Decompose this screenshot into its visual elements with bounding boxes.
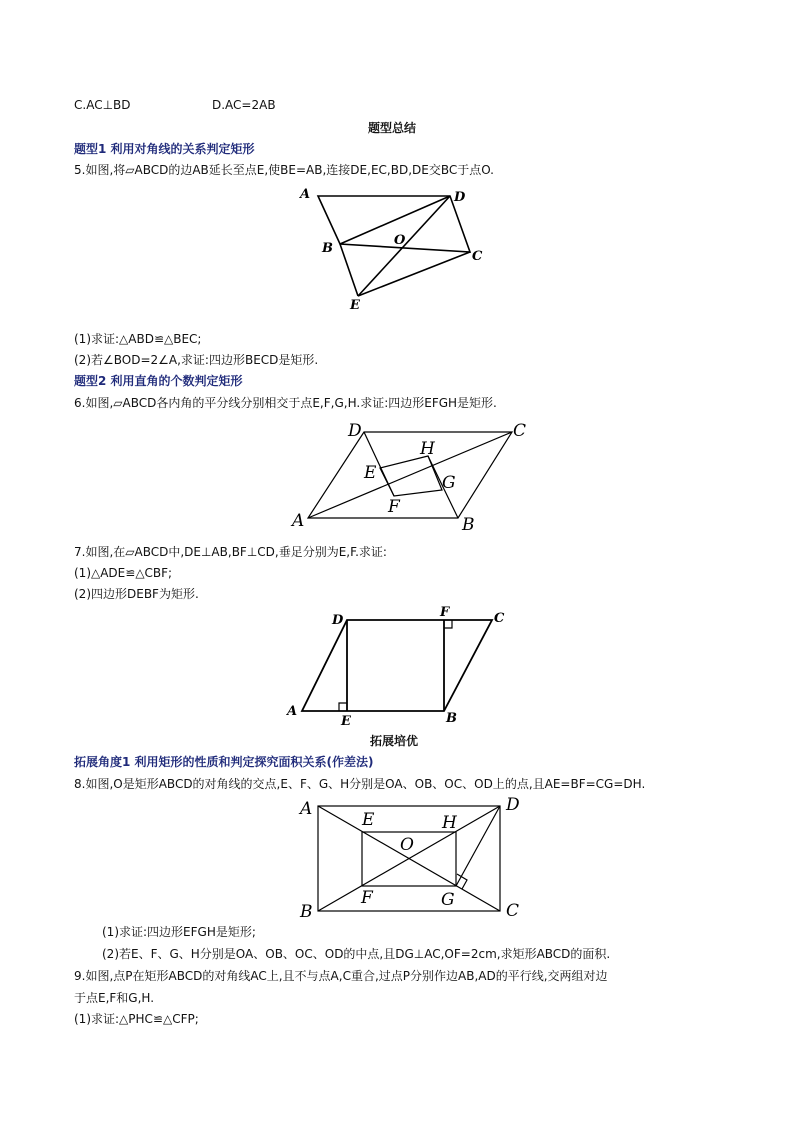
type2-heading: 题型2 利用直角的个数判定矩形 xyxy=(74,374,243,388)
question-8: 8.如图,O是矩形ABCD的对角线的交点,E、F、G、H分别是OA、OB、OC、OD上的点,且AE=BF=CG=DH. xyxy=(74,777,646,791)
fig7-label-d: D xyxy=(332,613,344,628)
figure-8-lines xyxy=(318,806,500,911)
fig7-label-f: F xyxy=(440,605,450,620)
fig8-label-h: H xyxy=(442,813,457,833)
fig6-label-f: F xyxy=(388,497,400,517)
question-9-continued: 于点E,F和G,H. xyxy=(74,991,155,1005)
figure-5 xyxy=(290,180,510,320)
fig5-label-a: A xyxy=(300,187,311,202)
figure-6-lines xyxy=(308,432,512,518)
extend-title: 拓展培优 xyxy=(370,734,419,748)
fig7-label-a: A xyxy=(287,704,298,719)
fig8-label-a: A xyxy=(300,799,313,819)
fig5-label-e: E xyxy=(350,298,360,313)
question-5: 5.如图,将▱ABCD的边AB延长至点E,使BE=AB,连接DE,EC,BD,DE交BC于点O. xyxy=(74,163,495,177)
fig7-label-e: E xyxy=(341,714,351,729)
fig6-label-a: A xyxy=(292,511,305,531)
fig8-label-f: F xyxy=(361,888,373,908)
summary-title: 题型总结 xyxy=(368,121,417,135)
fig8-label-g: G xyxy=(441,890,455,910)
option-c: C.AC⊥BD xyxy=(74,98,131,112)
question-9-part-1: (1)求证:△PHC≌△CFP; xyxy=(74,1012,199,1026)
figure-7-lines xyxy=(302,620,492,711)
fig6-label-b: B xyxy=(462,515,475,535)
fig6-label-g: G xyxy=(442,473,456,493)
question-8-part-1: (1)求证:四边形EFGH是矩形; xyxy=(102,925,256,939)
question-7: 7.如图,在▱ABCD中,DE⊥AB,BF⊥CD,垂足分别为E,F.求证: xyxy=(74,545,387,559)
question-7-part-1: (1)△ADE≌△CBF; xyxy=(74,566,173,580)
question-9: 9.如图,点P在矩形ABCD的对角线AC上,且不与点A,C重合,过点P分别作边AB,AD的平行线,交两组对边 xyxy=(74,969,608,983)
type1-heading: 题型1 利用对角线的关系判定矩形 xyxy=(74,142,255,156)
question-5-part-2: (2)若∠BOD=2∠A,求证:四边形BECD是矩形. xyxy=(74,353,319,367)
extend-angle-1-heading: 拓展角度1 利用矩形的性质和判定探究面积关系(作差法) xyxy=(74,755,374,769)
figure-8 xyxy=(296,796,528,922)
fig8-label-d: D xyxy=(506,795,520,815)
fig7-label-c: C xyxy=(494,611,505,626)
fig5-label-d: D xyxy=(454,190,466,205)
fig5-label-o: O xyxy=(394,233,406,248)
figure-6 xyxy=(288,418,534,534)
fig8-label-c: C xyxy=(506,901,520,921)
figure-7-right-angle-marks xyxy=(339,620,452,711)
fig8-label-o: O xyxy=(400,835,414,855)
question-8-part-2: (2)若E、F、G、H分别是OA、OB、OC、OD的中点,且DG⊥AC,OF=2cm,求矩形ABCD的面积. xyxy=(102,947,611,961)
question-7-part-2: (2)四边形DEBF为矩形. xyxy=(74,587,199,601)
question-5-part-1: (1)求证:△ABD≌△BEC; xyxy=(74,332,202,346)
fig8-label-e: E xyxy=(362,810,375,830)
fig5-label-c: C xyxy=(472,249,483,264)
figure-7 xyxy=(284,600,514,728)
fig5-label-b: B xyxy=(322,241,333,256)
option-d: D.AC=2AB xyxy=(212,98,276,112)
fig6-label-h: H xyxy=(420,439,435,459)
fig6-label-d: D xyxy=(348,421,362,441)
fig8-label-b: B xyxy=(300,902,313,922)
question-6: 6.如图,▱ABCD各内角的平分线分别相交于点E,F,G,H.求证:四边形EFGH是矩形. xyxy=(74,396,497,410)
fig6-label-c: C xyxy=(513,421,527,441)
fig7-label-b: B xyxy=(446,711,457,726)
fig6-label-e: E xyxy=(364,463,377,483)
